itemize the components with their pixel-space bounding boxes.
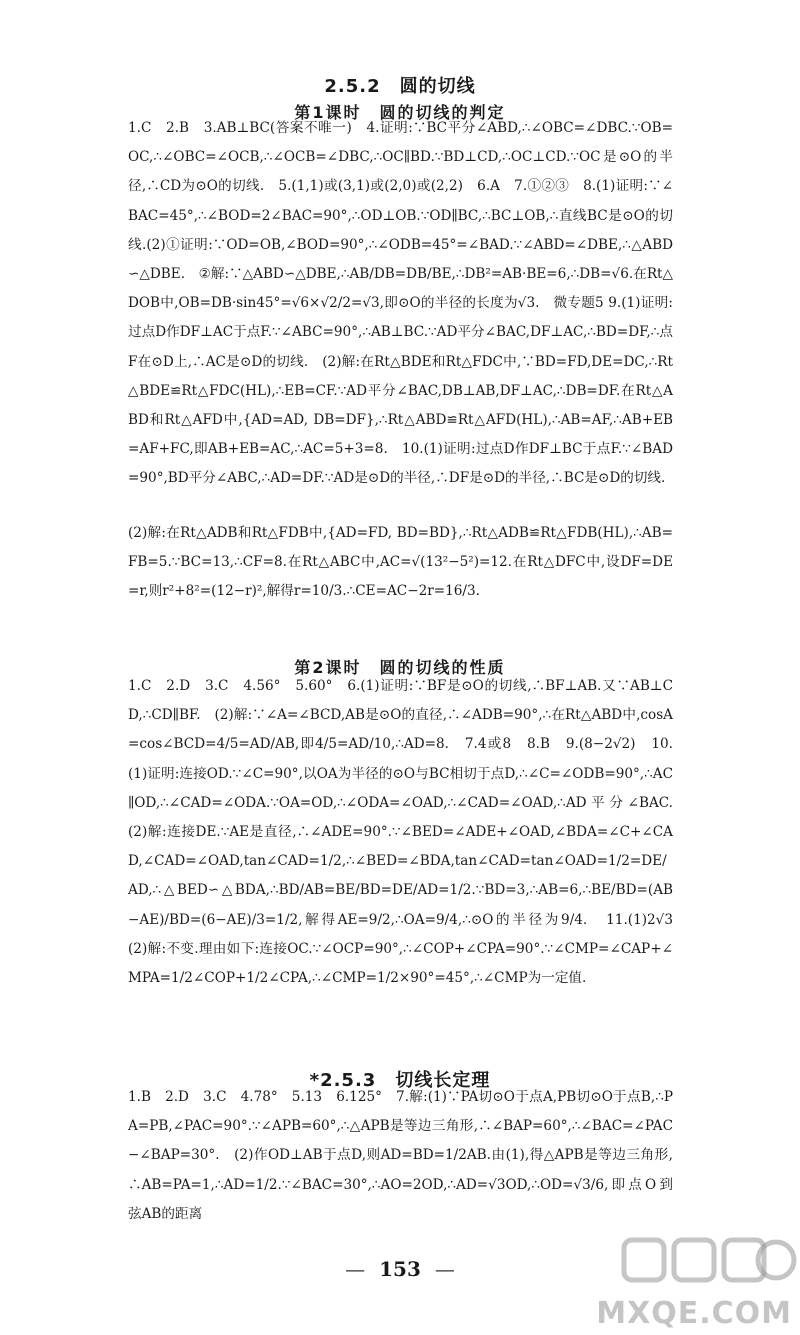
page-number-dash-left: — (345, 1257, 366, 1281)
watermark (596, 1228, 800, 1335)
lesson1-answers-part2: (2)解:在Rt△ADB和Rt△FDB中,{AD=FD, BD=BD},∴Rt△ADB≌Rt△FDB(HL),∴AB=FB=5.∵BC=13,∴CF=8.在Rt△ABC中,AC=√(13²−5²)=12.在Rt△DFC中,设DF=DE=r,则r²+8²=(12−r)²,解得r=10/3.∴CE=AC−2r=16/3. (128, 525, 673, 600)
watermark-logo-icon (610, 1228, 800, 1298)
lesson1-answers-part1: 1.C 2.B 3.AB⊥BC(答案不唯一) 4.证明:∵BC平分∠ABD,∴∠OBC=∠DBC.∵OB=OC,∴∠OBC=∠OCB,∴∠OCB=∠DBC,∴OC∥BD.∵BD⊥CD,∴OC⊥CD.∵OC是⊙O的半径,∴CD为⊙O的切线. 5.(1,1)或(3,1)或(2,0)或(2,2) 6.A 7.①②③ 8.(1)证明:∵∠BAC=45°,∴∠BOD=2∠BAC=90°,∴OD⊥OB.∵OD∥BC,∴BC⊥OB,∴直线BC是⊙O的切线.(2)①证明:∵OD=OB,∠BOD=90°,∴∠ODB=45°=∠BAD.∵∠ABD=∠DBE,∴△ABD∽△DBE. ②解:∵△ABD∽△DBE,∴AB/DB=DB/BE,∴DB²=AB·BE=6,∴DB=√6.在Rt△DOB中,OB=DB·sin45°=√6×√2/2=√3,即⊙O的半径的长度为√3. 微专题5 9.(1)证明:过点D作DF⊥AC于点F.∵∠ABC=90°,∴AB⊥BC.∵AD平分∠BAC,DF⊥AC,∴BD=DF,∴点F在⊙D上,∴AC是⊙D的切线. (2)解:在Rt△BDE和Rt△FDC中,∵BD=FD,DE=DC,∴Rt△BDE≌Rt△FDC(HL),∴EB=CF.∵AD平分∠BAC,DB⊥AB,DF⊥AC,∴DB=DF.在Rt△ABD和Rt△AFD中,{AD=AD, DB=DF},∴Rt△ABD≌Rt△AFD(HL),∴AB=AF,∴AB+EB=AF+FC,即AB+EB=AC,∴AC=5+3=8. 10.(1)证明:过点D作DF⊥BC于点F.∵∠BAD=90°,BD平分∠ABC,∴AD=DF.∵AD是⊙D的半径,∴DF是⊙D的半径,∴BC是⊙D的切线. (128, 120, 673, 487)
page-number-dash-right: — (434, 1257, 455, 1281)
lesson2-title: 第2课时 圆的切线的性质 (294, 658, 506, 677)
lesson2-answers: 1.C 2.D 3.C 4.56° 5.60° 6.(1)证明:∵BF是⊙O的切线,∴BF⊥AB.又∵AB⊥CD,∴CD∥BF. (2)解:∵∠A=∠BCD,AB是⊙O的直径,∴∠ADB=90°,∴在Rt△ABD中,cosA=cos∠BCD=4/5=AD/AB,即4/5=AD/10,∴AD=8. 7.4或8 8.B 9.(8−2√2) 10.(1)证明:连接OD.∵∠C=90°,以OA为半径的⊙O与BC相切于点D,∴∠C=∠ODB=90°,∴AC∥OD,∴∠CAD=∠ODA.∵OA=OD,∴∠ODA=∠OAD,∴∠CAD=∠OAD,∴AD平分∠BAC. (2)解:连接DE.∵AE是直径,∴∠ADE=90°.∵∠BED=∠ADE+∠OAD,∠BDA=∠C+∠CAD,∠CAD=∠OAD,tan∠CAD=1/2,∴∠BED=∠BDA,tan∠CAD=tan∠OAD=1/2=DE/AD,∴△BED∽△BDA,∴BD/AB=BE/BD=DE/AD=1/2.∵BD=3,∴AB=6,∴BE/BD=(AB−AE)/BD=(6−AE)/3=1/2,解得AE=9/2,∴OA=9/4,∴⊙O的半径为9/4. 11.(1)2√3 (2)解:不变.理由如下:连接OC.∵∠OCP=90°,∴∠COP+∠CPA=90°.∵∠CMP=∠CAP+∠MPA=1/2∠COP+1/2∠CPA,∴∠CMP=1/2×90°=45°,∴∠CMP为一定值. (128, 678, 687, 987)
watermark-text: MXQE.COM (596, 1296, 792, 1331)
section3-answers: 1.B 2.D 3.C 4.78° 5.13 6.125° 7.解:(1)∵PA切⊙O于点A,PB切⊙O于点B,∴PA=PB,∠PAC=90°.∵∠APB=60°,∴△APB是等边三角形,∴∠BAP=60°,∴∠BAC=∠PAC−∠BAP=30°. (2)作OD⊥AB于点D,则AD=BD=1/2AB.由(1),得△APB是等边三角形,∴AB=PA=1,∴AD=1/2.∵∠BAC=30°,∴AO=2OD,∴AD=√3OD,∴OD=√3/6,即点O到弦AB的距离 (128, 1089, 673, 1222)
section3-title: *2.5.3 切线长定理 (309, 1070, 491, 1091)
page-number-value: 153 (379, 1257, 421, 1281)
lesson1-title: 第1课时 圆的切线的判定 (294, 103, 506, 122)
section-title: 2.5.2 圆的切线 (324, 76, 476, 97)
